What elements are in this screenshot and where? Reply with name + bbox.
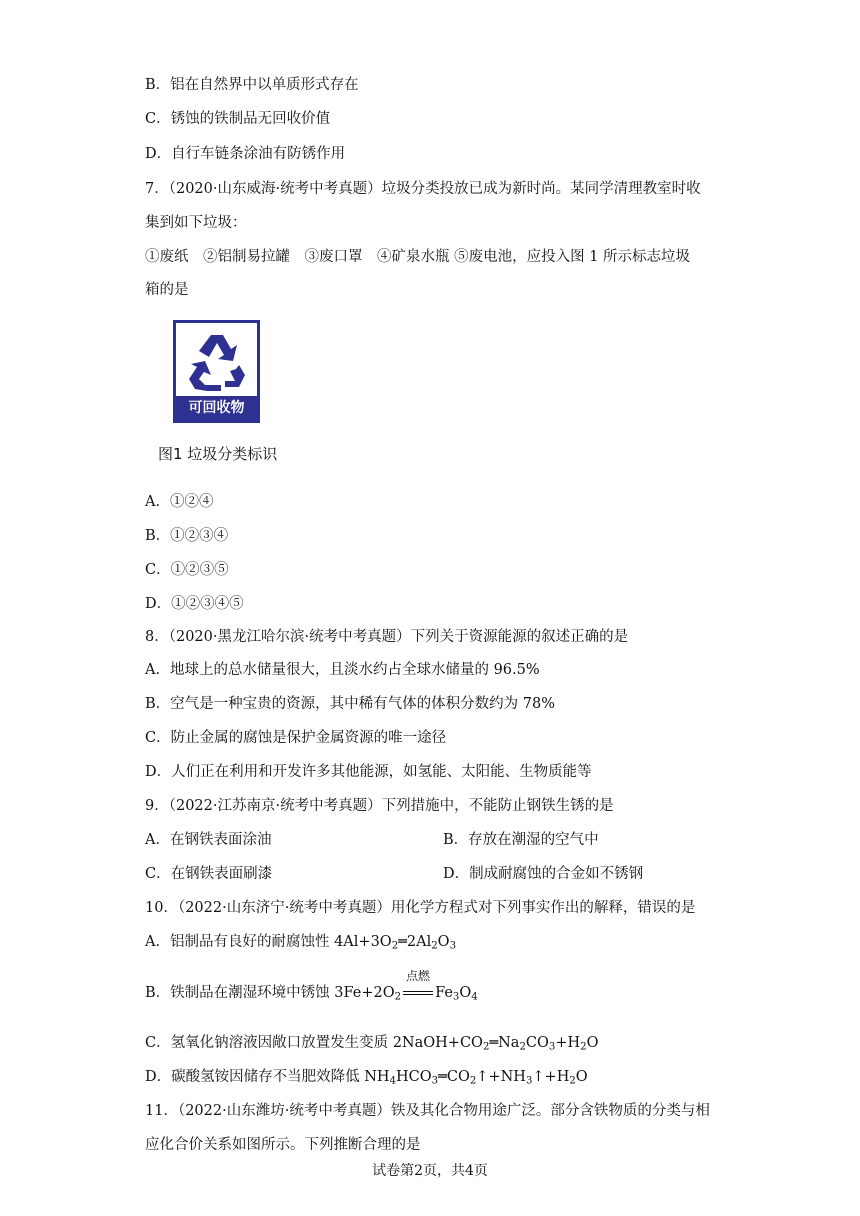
question-11-line2: 应化合价关系如图所示。下列推断合理的是 — [145, 1137, 421, 1153]
option-b-q9: B．存放在潮湿的空气中 — [443, 832, 599, 848]
question-7-line3: ①废纸 ②铝制易拉罐 ③废口罩 ④矿泉水瓶 ⑤废电池，应投入图 1 所示标志垃圾 — [145, 249, 691, 265]
reaction-condition: 点燃 — [406, 969, 431, 983]
question-11-line1: 11．（2022·山东潍坊·统考中考真题）铁及其化合物用途广泛。部分含铁物质的分类与相 — [145, 1103, 710, 1119]
option-d-q10: D．碳酸氢铵因储存不当肥效降低 $NH_4HCO_3═CO_2↑+NH_3↑+H_2O$ — [145, 1069, 588, 1087]
option-c-q10: C．氢氧化钠溶液因敞口放置发生变质 $2NaOH+CO_2═Na_2CO_3+H_2O$ — [145, 1035, 599, 1053]
option-c-q9: C．在钢铁表面刷漆 — [145, 866, 273, 882]
option-a-q7: A．①②④ — [145, 494, 214, 510]
option-c-q7: C．①②③⑤ — [145, 562, 229, 578]
question-10: 10．（2022·山东济宁·统考中考真题）用化学方程式对下列事实作出的解释，错误的是 — [145, 900, 696, 916]
recycle-icon — [185, 329, 249, 393]
page-footer: 试卷第2页，共4页 — [372, 1163, 488, 1179]
option-b-q6: B．铝在自然界中以单质形式存在 — [145, 77, 359, 93]
question-7-line4: 箱的是 — [145, 282, 189, 298]
question-9: 9．（2022·江苏南京·统考中考真题）下列措施中，不能防止钢铁生锈的是 — [145, 798, 614, 814]
option-b-q10: B．铁制品在潮湿环境中锈蚀 $3Fe+2O_2$ 点燃 $Fe_3O_4$ — [145, 969, 478, 1003]
option-c-q8: C．防止金属的腐蚀是保护金属资源的唯一途径 — [145, 730, 447, 746]
option-b-q8: B．空气是一种宝贵的资源，其中稀有气体的体积分数约为 78% — [145, 696, 555, 712]
question-7-line1: 7．（2020·山东威海·统考中考真题）垃圾分类投放已成为新时尚。某同学清理教室时收 — [145, 181, 701, 197]
question-8: 8．（2020·黑龙江哈尔滨·统考中考真题）下列关于资源能源的叙述正确的是 — [145, 629, 629, 645]
option-d-q8: D．人们正在利用和开发许多其他能源，如氢能、太阳能、生物质能等 — [145, 764, 592, 780]
option-b-q7: B．①②③④ — [145, 528, 229, 544]
question-7-line2: 集到如下垃圾： — [145, 215, 247, 231]
option-a-q10: A．铝制品有良好的耐腐蚀性 $4Al+3O_2═2Al_2O_3$ — [145, 934, 457, 952]
option-d-q9: D．制成耐腐蚀的合金如不锈钢 — [443, 866, 644, 882]
recycling-sign-label: 可回收物 — [176, 396, 257, 420]
option-d-q7: D．①②③④⑤ — [145, 596, 244, 612]
option-d-q6: D．自行车链条涂油有防锈作用 — [145, 146, 346, 162]
option-a-q9: A．在钢铁表面涂油 — [145, 832, 272, 848]
figure-caption: 图1 垃圾分类标识 — [158, 445, 278, 463]
option-c-q6: C．锈蚀的铁制品无回收价值 — [145, 111, 331, 127]
option-a-q8: A．地球上的总水储量很大，且淡水约占全球水储量的 96.5% — [145, 662, 540, 678]
recycling-sign — [173, 320, 260, 423]
